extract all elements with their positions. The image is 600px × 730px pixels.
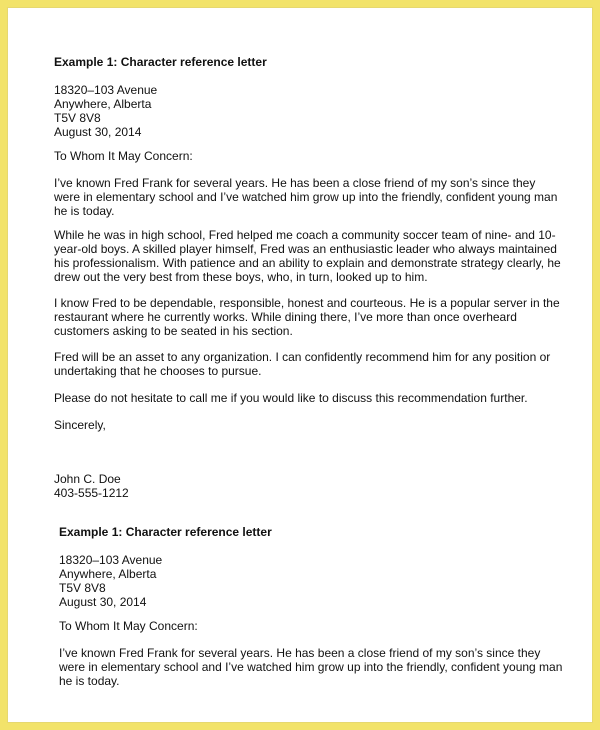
- signer-name: John C. Doe: [54, 472, 121, 486]
- paragraph-4: [54, 350, 554, 378]
- letter-2-address: [59, 553, 559, 609]
- paragraph-line: I know Fred to be dependable, responsible, honest and courteous. He is a popular server in the: [54, 296, 560, 310]
- paragraph-line: were in elementary school and I’ve watched him grow up into the friendly, confident young man: [59, 660, 563, 674]
- paragraph-line: undertaking that he chooses to pursue.: [54, 364, 262, 378]
- address-city: Anywhere, Alberta: [59, 567, 157, 581]
- paragraph-1: [59, 646, 563, 688]
- paragraph-line: he is today.: [59, 674, 120, 688]
- paragraph-line: he is today.: [54, 204, 115, 218]
- paragraph-2: [54, 228, 561, 284]
- paragraph-line: I’ve known Fred Frank for several years. He has been a close friend of my son’s since they: [54, 176, 536, 190]
- address-street: 18320–103 Avenue: [59, 553, 163, 567]
- paragraph-line: restaurant where he currently works. While dining there, I’ve more than once overheard: [54, 310, 517, 324]
- letter-date: August 30, 2014: [54, 125, 142, 139]
- salutation: To Whom It May Concern:: [59, 619, 198, 633]
- letter-title: Example 1: Character reference letter: [59, 525, 272, 539]
- address-postal-code: T5V 8V8: [54, 111, 101, 125]
- document-page: [7, 7, 593, 723]
- paragraph-5: [54, 391, 554, 405]
- salutation: To Whom It May Concern:: [54, 149, 193, 163]
- paragraph-1: [54, 176, 558, 218]
- paragraph-line: year-old boys. A skilled player himself, Fred was an enthusiastic leader who always maintained: [54, 242, 557, 256]
- address-postal-code: T5V 8V8: [59, 581, 106, 595]
- address-city: Anywhere, Alberta: [54, 97, 152, 111]
- paragraph-line: his professionalism. With patience and an ability to explain and demonstrate strategy clearly, he: [54, 256, 561, 270]
- letter-date: August 30, 2014: [59, 595, 147, 609]
- paragraph-line: Fred will be an asset to any organization. I can confidently recommend him for any position or: [54, 350, 551, 364]
- closing: Sincerely,: [54, 418, 106, 432]
- paragraph-line: drew out the very best from these boys, who, in turn, looked up to him.: [54, 270, 428, 284]
- address-street: 18320–103 Avenue: [54, 83, 158, 97]
- letter-2: [59, 525, 559, 540]
- paragraph-line: customers asking to be seated in his section.: [54, 324, 293, 338]
- paragraph-line: Please do not hesitate to call me if you would like to discuss this recommendation further.: [54, 391, 528, 405]
- signer-phone: 403-555-1212: [54, 486, 129, 500]
- paragraph-line: While he was in high school, Fred helped me coach a community soccer team of nine- and 10-: [54, 228, 556, 242]
- paragraph-3: [54, 296, 560, 338]
- paragraph-line: were in elementary school and I’ve watched him grow up into the friendly, confident young man: [54, 190, 558, 204]
- letter-1-address: [54, 83, 554, 139]
- letter-1: [54, 55, 554, 70]
- paragraph-line: I’ve known Fred Frank for several years. He has been a close friend of my son’s since they: [59, 646, 541, 660]
- letter-title: Example 1: Character reference letter: [54, 55, 267, 69]
